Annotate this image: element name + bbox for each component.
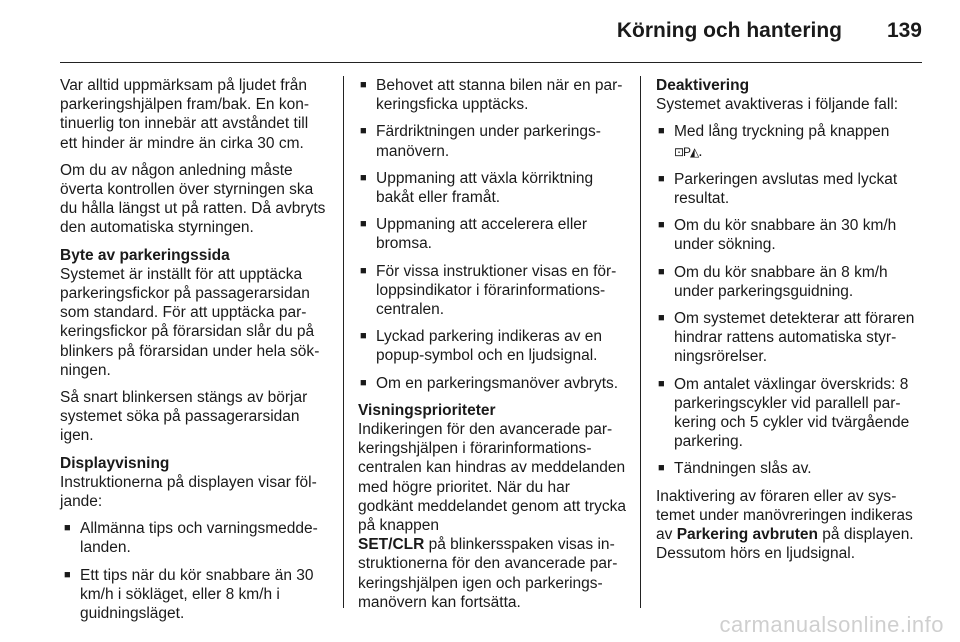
column-divider [640,76,641,608]
watermark: carmanualsonline.info [719,612,944,637]
list-item [656,122,924,161]
paragraph: Så snart blinkersen stängs av börjar systemet söka på passagerarsidan igen. [60,389,308,445]
list-item: ■ Färdriktningen under parkeringsmanövern. [358,122,626,160]
text-run: Inaktivering av föraren eller av systemet under manövreringen indikeras av [656,487,913,544]
list-item: ■ Behovet att stanna bilen när en parkeringsficka upptäcks. [358,76,626,114]
paragraph: Om du av någon anledning måste överta kontrollen över styrningen ska du hålla längst ut på ratten. Då avbryts den automatiska styrningen. [60,161,326,237]
display-message: Parkering avbruten [676,526,818,544]
list-item: ■ Ett tips när du kör snabbare än 30 km/h i sökläget, eller 8 km/h i guidningsläget. [62,566,328,624]
page-title: Körning och hantering [616,19,842,42]
section-heading: Displayvisning [60,454,170,472]
paragraph: Systemet är inställt för att upptäcka parkeringsfickor på passagerarsidan som standard. För att upptäcka parkeringsfickor på förarsidan slår du på blinkers på förarsidan under hela sökningen. [60,265,320,379]
paragraph: Var alltid uppmärksam på ljudet från parkeringshjälpen fram/bak. En kontinuerlig ton innebär att avståndet till ett hinder är mindre än cirka 30 cm. [60,77,310,152]
page-header [60,0,922,63]
text-run: på displayen. Dessutom hörs en ljudsignal. [656,526,914,563]
paragraph: Systemet avaktiveras i följande fall: [656,96,899,114]
button-name: SET/CLR [358,536,425,554]
column-1 [60,76,328,631]
text-run: Indikeringen för den avancerade parkeringshjälpen i förarinformationscentralen kan hindras av meddelanden med högre prioritet. När du har godkänt meddelandet genom att trycka på knappen [358,421,626,535]
page-number: 139 [886,19,922,42]
bullet-list [358,76,626,393]
paragraph [358,420,626,612]
column-2 [358,76,626,620]
section-heading: Deaktivering [656,77,750,94]
list-item: ■ Uppmaning att växla körriktning bakåt eller framåt. [358,169,626,207]
bullet-list [656,122,924,478]
parking-assist-icon: ⊡P◭ [674,144,699,159]
section-heading: Visningsprioriteter [358,401,496,419]
paragraph [656,487,924,564]
list-item: ■ Uppmaning att accelerera eller bromsa. [358,215,626,253]
list-item: ■ Om du kör snabbare än 8 km/h under parkeringsguidning. [656,263,924,301]
column-divider [343,76,344,608]
list-item: ■ Om systemet detekterar att föraren hindrar rattens automatiska styrningsrörelser. [656,309,924,367]
column-3 [656,76,924,571]
bullet-list [60,519,328,623]
list-item: ■ Tändningen slås av. [656,459,924,478]
section-heading: Byte av parkeringssida [60,246,230,264]
list-item: ■ Lyckad parkering indikeras av en popup-symbol och en ljudsignal. [358,327,626,365]
list-item: ■ Parkeringen avslutas med lyckat resultat. [656,170,924,208]
list-item: ■ Om antalet växlingar överskrids: 8 parkeringscykler vid parallell parkering och 5 cykler vid tvärgående parkering. [656,375,924,452]
text-run: Med lång tryckning på knappen [674,123,890,141]
list-item: ■ Om en parkeringsmanöver avbryts. [358,374,626,393]
list-item: ■ För vissa instruktioner visas en förloppsindikator i förarinformationscentralen. [358,262,626,320]
text-run: på blinkersspaken visas instruktionerna för den avancerade parkeringshjälpen igen och parkeringsmanövern kan fortsätta. [358,536,618,611]
list-item: ■ Om du kör snabbare än 30 km/h under sökning. [656,216,924,254]
text-run: . [698,142,703,160]
paragraph: Instruktionerna på displayen visar följande: [60,473,317,511]
list-item: ■ Allmänna tips och varningsmeddelanden. [62,519,328,557]
